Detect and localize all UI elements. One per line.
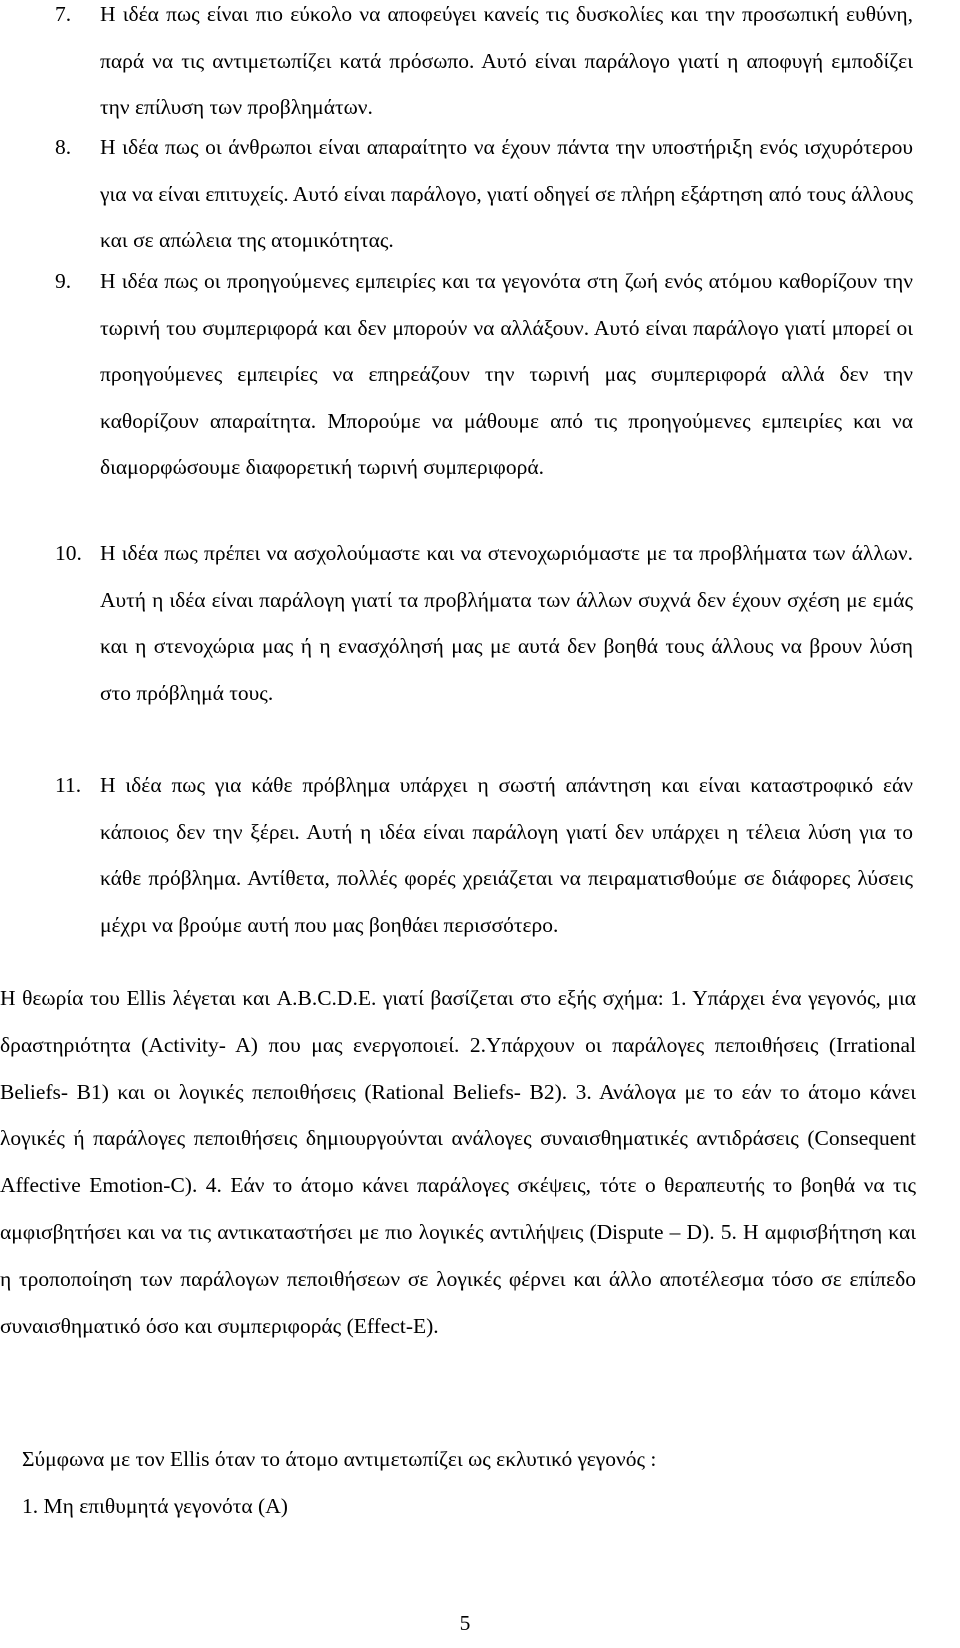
list-item-number: 7. xyxy=(55,2,72,26)
list-item xyxy=(55,258,913,491)
list-item-text: Η ιδέα πως πρέπει να ασχολούμαστε και να στενοχωριόμαστε με τα προβλήματα των άλλων. Αυτή η ιδέα είναι παράλογη γιατί τα προβλήματα των άλλων συχνά δεν έχουν σχέση με εμάς και η στενοχώρια μας ή η ενασχόλησή μας με αυτά δεν βοηθά τους άλλους να βρουν λύση στο πρόβλημά τους. xyxy=(100,541,913,705)
list-item-number: 10. xyxy=(55,541,82,565)
list-item-text: Η ιδέα πως για κάθε πρόβλημα υπάρχει η σωστή απάντηση και είναι καταστροφικό εάν κάποιος δεν την ξέρει. Αυτή η ιδέα είναι παράλογη γιατί δεν υπάρχει η τέλεια λύση για το κάθε πρόβλημα. Αντίθετα, πολλές φορές χρειάζεται να πειραματισθούμε σε διάφορες λύσεις μέχρι να βρούμε αυτή που μας βοηθάει περισσότερο. xyxy=(100,773,913,937)
list-item-text: Η ιδέα πως οι προηγούμενες εμπειρίες και τα γεγονότα στη ζωή ενός ατόμου καθορίζουν την τωρινή του συμπεριφορά και δεν μπορούν να αλλάξουν. Αυτό είναι παράλογο γιατί μπορεί οι προηγούμενες εμπειρίες να επηρεάζουν την τωρινή μας συμπεριφορά αλλά δεν την καθορίζουν απαραίτητα. Μπορούμε να μάθουμε από τις προηγούμενες εμπειρίες και να διαμορφώσουμε διαφορετική τωρινή συμπεριφορά. xyxy=(100,269,913,479)
page-number: 5 xyxy=(459,1611,471,1635)
list-item-number: 11. xyxy=(55,773,82,797)
list-item xyxy=(55,124,913,264)
list-item xyxy=(55,762,913,948)
list-item-text: Η ιδέα πως είναι πιο εύκολο να αποφεύγει κανείς τις δυσκολίες και την προσωπική ευθύνη, παρά να τις αντιμετωπίζει κατά πρόσωπο. Αυτό είναι παράλογο γιατί η αποφυγή εμποδίζει την επίλυση των προβλημάτων. xyxy=(100,2,913,119)
enumerated-line: 1. Μη επιθυμητά γεγονότα (A) xyxy=(22,1494,288,1518)
body-paragraph-intro: Σύμφωνα με τον Ellis όταν το άτομο αντιμετωπίζει ως εκλυτικό γεγονός : xyxy=(22,1447,657,1471)
list-item-number: 8. xyxy=(55,135,72,159)
list-item xyxy=(55,0,913,131)
list-item-text: Η ιδέα πως οι άνθρωποι είναι απαραίτητο να έχουν πάντα την υποστήριξη ενός ισχυρότερου για να είναι επιτυχείς. Αυτό είναι παράλογο, γιατί οδηγεί σε πλήρη εξάρτηση από τους άλλους και σε απώλεια της ατομικότητας. xyxy=(100,135,913,252)
list-item xyxy=(55,530,913,716)
body-paragraph: Η θεωρία του Ellis λέγεται και A.B.C.D.E. γιατί βασίζεται στο εξής σχήμα: 1. Υπάρχει ένα γεγονός, μια δραστηριότητα (Activity- A) που μας ενεργοποιεί. 2.Υπάρχουν οι παράλογες πεποιθήσεις (Irrational Beliefs- B1) και οι λογικές πεποιθήσεις (Rational Beliefs- B2). 3. Ανάλογα με το εάν το άτομο κάνει λογικές ή παράλογες πεποιθήσεις δημιουργούνται ανάλογες συναισθηματικές αντιδράσεις (Consequent Affective Emotion-C). 4. Εάν το άτομο κάνει παράλογες σκέψεις, τότε ο θεραπευτής το βοηθά να τις αμφισβητήσει και να τις αντικαταστήσει με πιο λογικές αντιλήψεις (Dispute – D). 5. Η αμφισβήτηση και η τροποποίηση των παράλογων πεποιθήσεων σε λογικές φέρνει και άλλο αποτέλεσμα τόσο σε επίπεδο συναισθηματικό όσο και συμπεριφοράς (Effect-E). xyxy=(0,986,916,1338)
list-item-number: 9. xyxy=(55,269,72,293)
